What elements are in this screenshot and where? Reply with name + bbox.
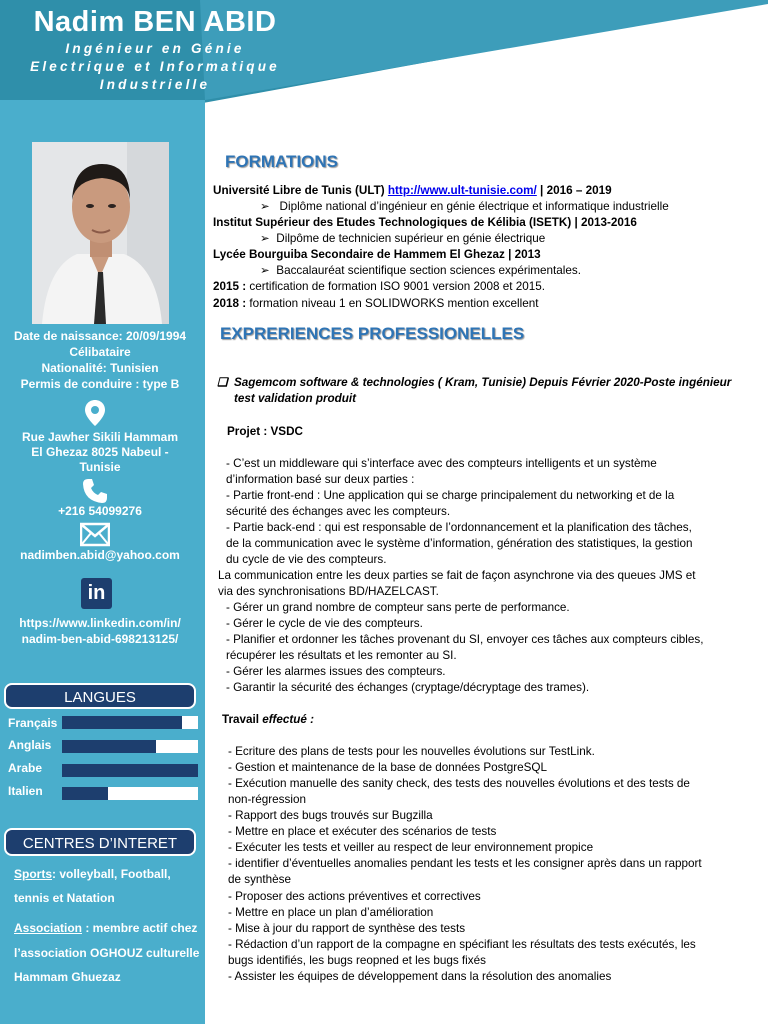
formation-ult-years: | 2016 – 2019 (536, 184, 612, 197)
certification-2015-text: certification de formation ISO 9001 version 2008 et 2015. (246, 280, 545, 293)
language-level-bar (62, 787, 198, 800)
job-position-line-2: test validation produit (234, 392, 357, 405)
task-item: - identifier d’éventuelles anomalies pendant les tests et les consigner après dans un rapport (228, 857, 702, 870)
language-level-bar (62, 740, 198, 753)
task-item: - Ecriture des plans de tests pour les nouvelles évolutions sur TestLink. (228, 745, 595, 758)
address-line-3: Tunisie (79, 460, 121, 474)
job-position: ❑ Sagemcom software & technologies ( Kram, Tunisie) Depuis Février 2020-Poste ingénieur (217, 376, 732, 389)
project-desc: d’information basé sur deux parties : (226, 473, 415, 486)
task-item: - Mise à jour du rapport de synthèse des tests (228, 922, 466, 935)
sports-label: Sports (14, 867, 53, 881)
driving-license: Permis de conduire : type B (20, 377, 180, 391)
linkedin-url-line-2[interactable]: nadim-ben-abid-698213125/ (21, 632, 179, 646)
task-item: - Exécuter les tests et veiller au respect de leur environnement propice (228, 841, 594, 854)
languages-heading: LANGUES (4, 683, 196, 709)
formation-ult-diploma: ➢ Diplôme national d’ingénieur en génie électrique et informatique industrielle (260, 200, 669, 213)
project-desc: de la communication avec le système d’information, génération des statistiques, la gestion (226, 537, 693, 550)
formation-isetk-diploma: ➢ Dilpôme de technicien supérieur en génie électrique (260, 232, 546, 245)
formations-heading: FORMATIONS (225, 152, 339, 171)
certification-2018-year: 2018 : (213, 297, 247, 310)
location-pin-icon (80, 398, 110, 428)
formation-ult (213, 184, 612, 198)
project-desc: La communication entre les deux parties se fait de façon asynchrone via des queues JMS et (218, 569, 696, 582)
language-level-bar (62, 716, 198, 729)
project-desc: - Gérer les alarmes issues des compteurs. (226, 665, 446, 678)
phone-number[interactable]: +216 54099276 (58, 504, 142, 518)
person-name: Nadim BEN ABID (33, 6, 277, 38)
project-desc: - Gérer le cycle de vie des compteurs. (226, 617, 423, 630)
sports-interest (14, 861, 200, 887)
certification-2018-text: formation niveau 1 en SOLIDWORKS mention excellent (246, 297, 539, 310)
language-name: Anglais (8, 738, 52, 752)
formation-lycee-diploma: ➢ Baccalauréat scientifique section sciences expérimentales. (260, 264, 581, 277)
certification-2018 (213, 297, 538, 311)
address-line-1: Rue Jawher Sikili Hammam (21, 430, 179, 444)
project-desc: - Gérer un grand nombre de compteur sans perte de performance. (226, 601, 570, 614)
nationality: Nationalité: Tunisien (41, 361, 159, 375)
marital-status: Célibataire (69, 345, 131, 359)
formation-ult-name: Université Libre de Tunis (ULT) (213, 184, 388, 197)
task-item: - Mettre en place et exécuter des scénarios de tests (228, 825, 497, 838)
association-text-3: Hammam Ghuezaz (14, 970, 121, 984)
address-line-2: El Ghezaz 8025 Nabeul - (31, 445, 169, 459)
job-title-line-1: Ingénieur en Génie (65, 41, 245, 56)
birth-date: Date de naissance: 20/09/1994 (13, 329, 187, 343)
formation-ult-diploma-text: Diplôme national d’ingénieur en génie électrique et informatique industrielle (279, 200, 669, 213)
email-icon (80, 520, 110, 550)
certification-2015-year: 2015 : (213, 280, 247, 293)
phone-icon (80, 476, 110, 506)
task-item: - Exécution manuelle des sanity check, des tests des nouvelles évolutions et des tests de (228, 777, 690, 790)
language-name: Arabe (8, 761, 43, 775)
project-name: Projet : VSDC (227, 425, 303, 438)
formation-isetk-diploma-text: Dilpôme de technicien supérieur en génie électrique (276, 232, 546, 245)
project-desc: - Partie front-end : Une application qui se charge principalement du networking et de la (226, 489, 675, 502)
experience-heading: EXPRERIENCES PROFESSIONELLES (220, 324, 525, 343)
task-item: - Mettre en place un plan d’amélioration (228, 906, 434, 919)
language-level-bar (62, 764, 198, 777)
linkedin-url-line-1[interactable]: https://www.linkedin.com/in/ (19, 616, 181, 630)
job-position-line-1: Sagemcom software & technologies ( Kram, Tunisie) Depuis Février 2020-Poste ingénieur (233, 376, 732, 389)
association-label: Association (14, 921, 83, 935)
association-text: : membre actif chez (82, 921, 198, 935)
task-item: - Proposer des actions préventives et correctives (228, 890, 481, 903)
ult-website-link[interactable]: http://www.ult-tunisie.com/ (387, 184, 537, 197)
task-item: - Rapport des bugs trouvés sur Bugzilla (228, 809, 433, 822)
formation-lycee-diploma-text: Baccalauréat scientifique section sciences expérimentales. (276, 264, 581, 277)
profile-photo (32, 142, 169, 324)
email-address[interactable]: nadimben.abid@yahoo.com (20, 548, 180, 562)
association-interest (14, 915, 200, 941)
language-name: Italien (8, 784, 43, 798)
project-desc: - Planifier et ordonner les tâches provenant du SI, envoyer ces tâches aux compteurs cibles, (226, 633, 704, 646)
association-text-2: l’association OGHOUZ culturelle (14, 946, 200, 960)
task-item: - Gestion et maintenance de la base de données PostgreSQL (228, 761, 548, 774)
task-item: - Assister les équipes de développement dans la résolution des anomalies (228, 970, 612, 983)
task-item: de synthèse (228, 873, 292, 886)
project-desc: via des synchronisations BD/HAZELCAST. (218, 585, 439, 598)
linkedin-icon[interactable]: in (81, 578, 112, 609)
certification-2015 (213, 280, 545, 294)
formation-lycee: Lycée Bourguiba Secondaire de Hammem El Ghezaz | 2013 (213, 248, 541, 261)
project-desc: récupérer les résultats et les remonter au SI. (226, 649, 457, 662)
project-desc: du cycle de vie des compteurs. (226, 553, 387, 566)
work-done-heading (222, 713, 314, 727)
job-title-line-2: Electrique et Informatique (30, 59, 280, 74)
work-done-label: Travail (222, 713, 263, 726)
interests-heading: CENTRES D’INTERET (4, 828, 196, 856)
formation-isetk: Institut Supérieur des Etudes Technologiques de Kélibia (ISETK) | 2013-2016 (213, 216, 637, 229)
project-desc: - Garantir la sécurité des échanges (cryptage/décryptage des trames). (226, 681, 590, 694)
task-item: - Rédaction d’un rapport de la compagne en spécifiant les résultats des tests exécutés, les (228, 938, 696, 951)
sports-text: : volleyball, Football, (52, 867, 171, 881)
task-item: bugs identifiés, les bugs reopned et les bugs fixés (228, 954, 486, 967)
work-done-label-italic: effectué : (262, 713, 315, 726)
job-title-line-3: Industrielle (99, 77, 211, 92)
project-desc: - C’est un middleware qui s’interface avec des compteurs intelligents et un système (226, 457, 657, 470)
project-desc: sécurité des échanges avec les compteurs. (226, 505, 451, 518)
task-item: non-régression (228, 793, 306, 806)
sports-text-2: tennis et Natation (14, 891, 115, 905)
language-name: Français (8, 716, 58, 730)
project-desc: - Partie back-end : qui est responsable de l’ordonnancement et la planification des tâches, (226, 521, 692, 534)
